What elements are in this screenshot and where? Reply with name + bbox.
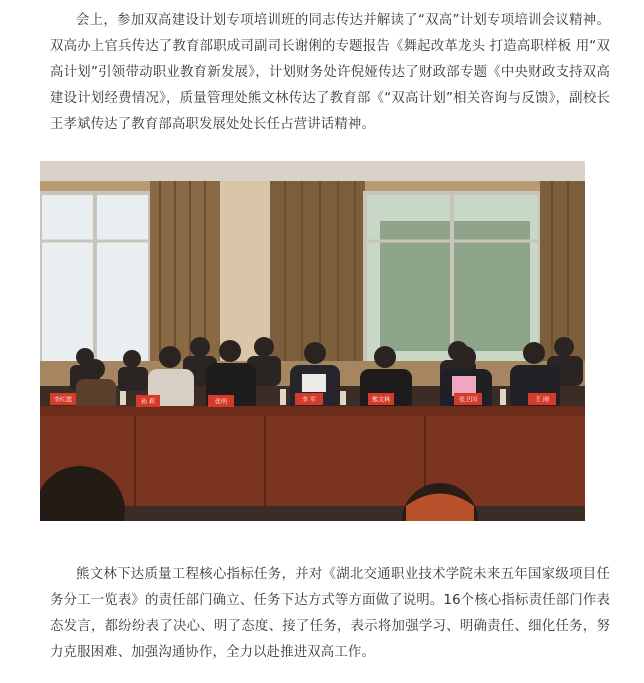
name-card-6: 王 刚 xyxy=(535,396,549,404)
name-card-5: 张卫国 xyxy=(458,396,478,404)
name-card-3: 李 军 xyxy=(302,396,316,404)
meeting-photo xyxy=(40,161,585,521)
article-paragraph-2: 熊文林下达质量工程核心指标任务，并对《湖北交通职业技术学院未来五年国家级项目任务分工一览表》的责任部门确立、任务下达方式等方面做了说明。16个核心指标责任部门作表态发言，都纷纷表了决心、明了态度、接了任务，表示将加强学习、明确责任、细化任务，努力克服困难、加强沟通协作，全力以赴推进双高工作。 xyxy=(50,567,610,660)
name-card-2: 张明 xyxy=(214,398,228,406)
name-card-0: 李红霞 xyxy=(53,396,73,404)
meeting-photo-icon xyxy=(40,161,585,521)
name-card-4: 熊文林 xyxy=(371,396,391,404)
article-paragraph-1: 会上，参加双高建设计划专项培训班的同志传达并解读了“双高”计划专项培训会议精神。双高办上官兵传达了教育部职成司副司长谢俐的专题报告《舞起改革龙头 打造高职样板 用“双高计划”引领带动职业教育新发展》，计划财务处许倪娅传达了财政部专题《中央财政支持双高建设计划经费情况》，质量管理处熊文林传达了教育部《“双高计划”相关咨询与反馈》，副校长王孝斌传达了教育部高职发展处处长任占营讲话精神。 xyxy=(50,13,610,132)
name-card-1: 孙 莉 xyxy=(141,398,155,406)
